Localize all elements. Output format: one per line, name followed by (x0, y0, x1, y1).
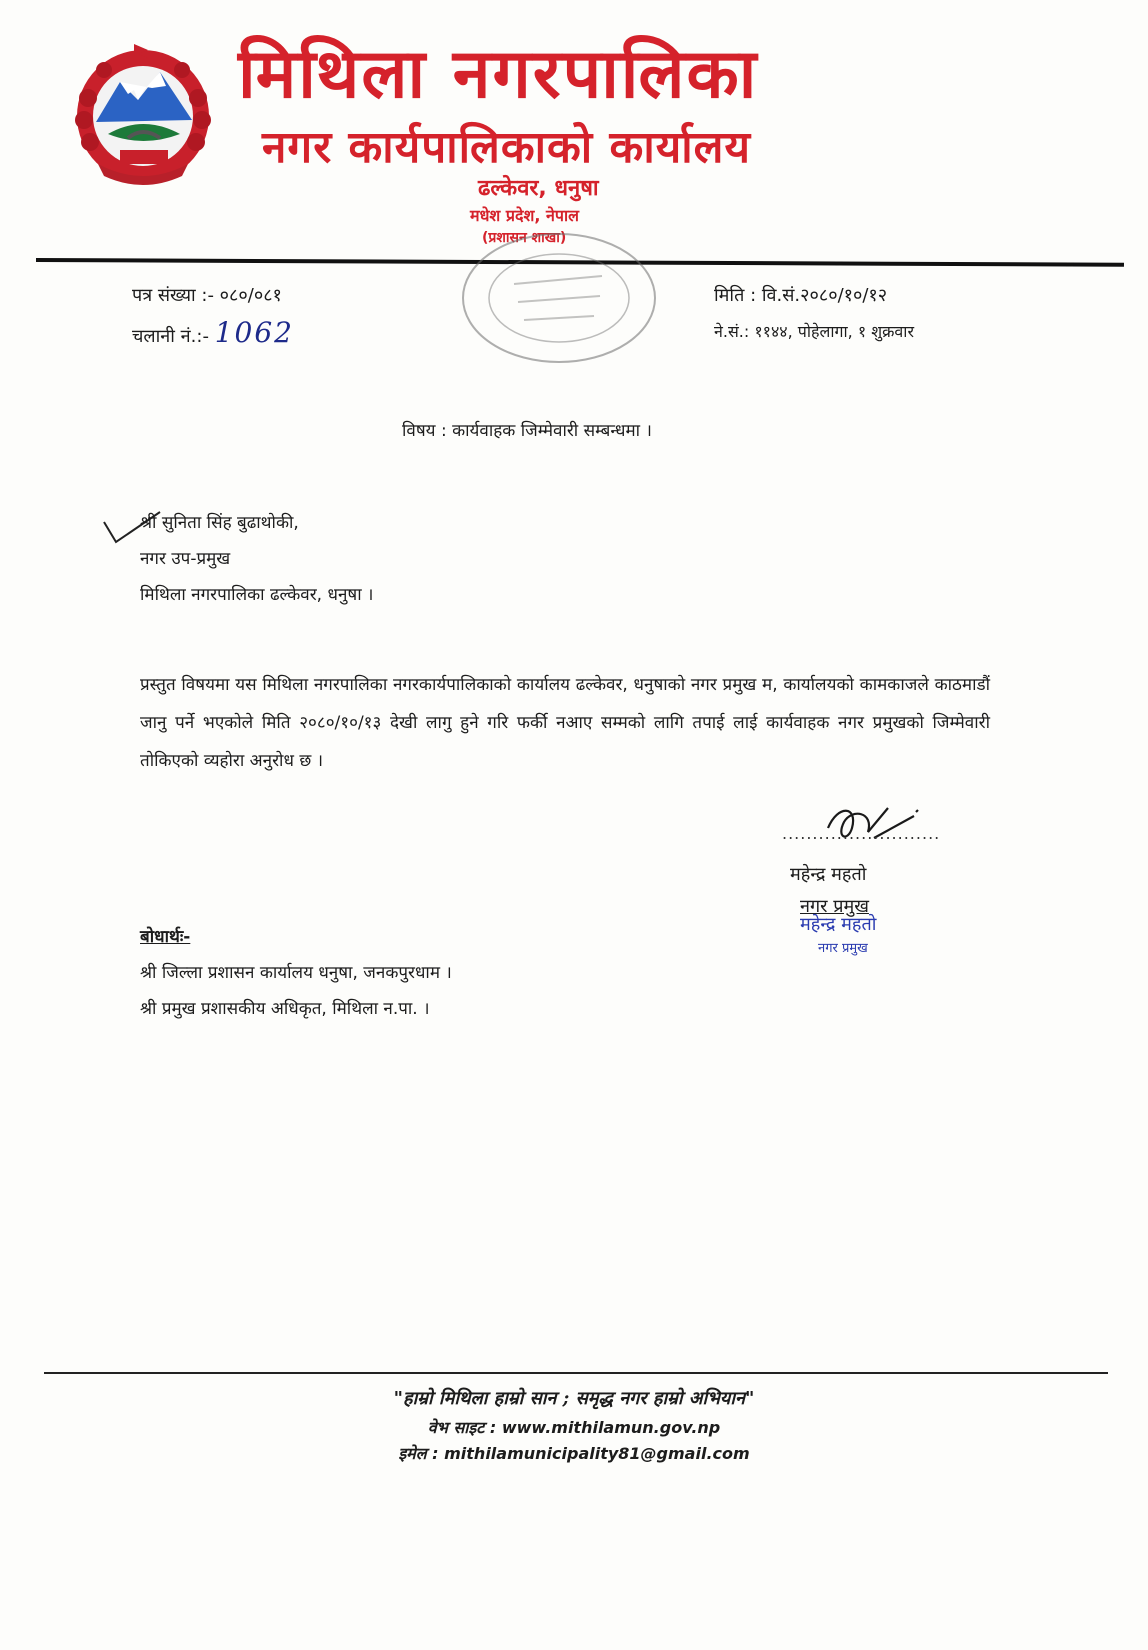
signatory-name: महेन्द्र महतो (790, 864, 867, 885)
addressee-position: नगर उप-प्रमुख (140, 549, 231, 569)
seal-name: महेन्द्र महतो (800, 914, 877, 935)
dispatch-number-handwritten: 1062 (214, 316, 294, 349)
address-line-3: (प्रशासन शाखा) (482, 230, 567, 246)
date-nepal-sambat: ने.सं.: ११४४, पोहेलागा, १ शुक्रवार (714, 322, 914, 341)
cc-heading: बोधार्थः- (140, 927, 191, 947)
cc-item: श्री जिल्ला प्रशासन कार्यालय धनुषा, जनकपुरधाम । (140, 963, 452, 983)
municipality-title: मिथिला नगरपालिका (238, 34, 759, 114)
footer-divider (44, 1372, 1108, 1374)
footer-website: वेभ साइट : www.mithilamun.gov.np (427, 1418, 721, 1437)
address-line-2: मधेश प्रदेश, नेपाल (470, 206, 579, 225)
letter-number: पत्र संख्या :- ०८०/०८१ (132, 285, 282, 306)
addressee-office: मिथिला नगरपालिका ढल्केवर, धनुषा । (140, 585, 374, 605)
signatory-title: नगर प्रमुख (800, 896, 869, 917)
address-line-1: ढल्केवर, धनुषा (478, 176, 599, 201)
signature-line: .......................... (782, 824, 941, 843)
office-subtitle: नगर कार्यपालिकाको कार्यालय (262, 122, 751, 173)
letter-subject: विषय : कार्यवाहक जिम्मेवारी सम्बन्धमा । (402, 421, 652, 441)
seal-title: नगर प्रमुख (818, 941, 868, 956)
dispatch-number-label: चलानी नं.:- (132, 326, 209, 347)
footer-slogan: "हाम्रो मिथिला हाम्रो सान ; समृद्ध नगर हाम्रो अभियान" (393, 1388, 755, 1409)
date-bikram-sambat: मिति : वि.सं.२०८०/१०/१२ (714, 285, 888, 306)
office-stamp-icon (452, 222, 666, 374)
addressee-name: श्री सुनिता सिंह बुढाथोकी, (140, 513, 299, 533)
letter-body: प्रस्तुत विषयमा यस मिथिला नगरपालिका नगरकार्यपालिकाको कार्यालय ढल्केवर, धनुषाको नगर प्रमुख म, कार्यालयको कामकाजले काठमाडौं जानु पर्ने भएकोले मिति २०८०/१०/१३ देखी लागु हुने गरि फर्की नआए सम्मको लागि तपाई लाई कार्यवाहक नगर प्रमुखको जिम्मेवारी तोकिएको व्यहोरा अनुरोध छ । (140, 675, 990, 771)
footer-email: इमेल : mithilamunicipality81@gmail.com (398, 1444, 750, 1463)
dispatch-number-line (132, 316, 294, 349)
nepal-government-emblem-icon (68, 38, 218, 188)
cc-item: श्री प्रमुख प्रशासकीय अधिकृत, मिथिला न.पा. । (140, 999, 430, 1019)
